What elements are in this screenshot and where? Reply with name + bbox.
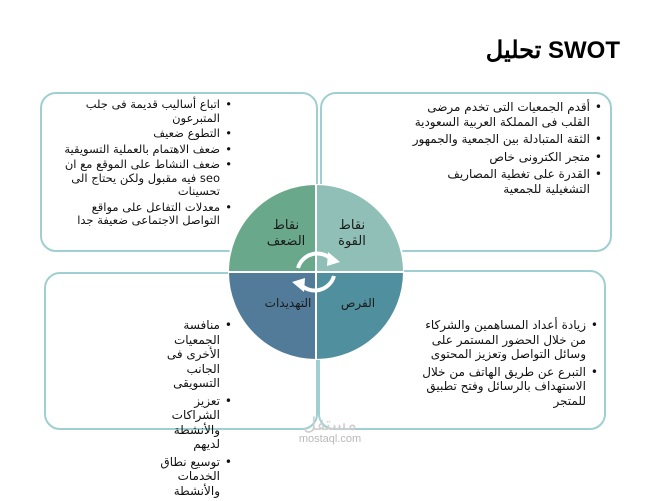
- threat-item: • منافسة الجمعيات الأخرى فى الجانب التسويقى: [150, 318, 232, 391]
- opportunities-label: الفرص: [340, 296, 376, 310]
- weaknesses-list: [60, 98, 232, 230]
- watermark-arabic: مستقل: [303, 414, 357, 434]
- swot-circle: [228, 184, 404, 360]
- opportunities-list: [420, 318, 598, 411]
- weaknesses-label: نقاط الضعف: [266, 218, 306, 249]
- watermark: [290, 415, 370, 445]
- weakness-item: • اتباع أساليب قديمة فى جلب المتبرعون: [60, 98, 232, 125]
- weakness-item: • معدلات التفاعل على مواقع التواصل الاجتماعى ضعيفة جدا: [60, 201, 232, 228]
- weakness-item: • ضعف الاهتمام بالعملية التسويقية: [60, 143, 232, 157]
- strength-item: • متجر الكترونى خاص: [410, 150, 602, 165]
- strength-item: • الثقة المتبادلة بين الجمعية والجمهور: [410, 132, 602, 147]
- weakness-item: • ضعف النشاط على الموقع مع ان seo فيه مقبول ولكن يحتاج الى تحسينات: [60, 158, 232, 199]
- strengths-label: نقاط القوة: [338, 218, 366, 249]
- page-title: تحليل SWOT: [485, 37, 620, 64]
- strength-item: • أقدم الجمعيات التى تخدم مرضى القلب فى المملكة العربية السعودية: [410, 100, 602, 129]
- opportunity-item: • التبرع عن طريق الهاتف من خلال الاستهداف بالرسائل وفتح تطبيق للمتجر: [420, 365, 598, 409]
- threats-label: التهديدات: [264, 296, 312, 310]
- threats-list: [150, 318, 232, 501]
- threat-item: • تعزيز الشراكات والأنشطة لديهم: [150, 394, 232, 452]
- strength-item: • القدرة على تغطية المصاريف التشغيلية للجمعية: [410, 167, 602, 196]
- strengths-list: [410, 100, 602, 199]
- threat-item: • توسيع نطاق الخدمات والأنشطة: [150, 455, 232, 499]
- weakness-item: • التطوع ضعيف: [60, 127, 232, 141]
- opportunity-item: • زيادة أعداد المساهمين والشركاء من خلال الحضور المستمر على وسائل التواصل وتعزيز المحتوى: [420, 318, 598, 362]
- watermark-latin: mostaql.com: [298, 433, 362, 445]
